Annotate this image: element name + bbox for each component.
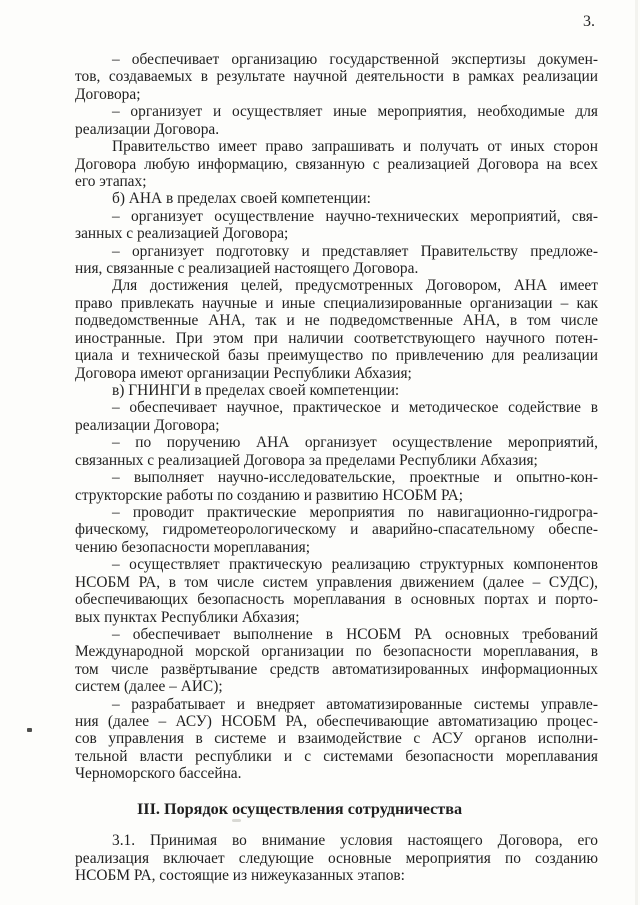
paragraph [75,138,598,190]
text-line: обеспечивающих безопасность мореплавания в основных портах и порто- [75,591,598,609]
paragraph [75,832,598,884]
text-line: систем (далее – АИС); [75,678,223,696]
text-line: в) ГНИНГИ в пределах своей компетенции: [112,382,400,400]
scan-speck [27,728,32,732]
text-line: сов управления в системе и взаимодействие с АСУ органов исполни- [75,730,598,748]
text-line: – по поручению АНА организует осуществление мероприятий, [112,434,598,452]
paragraph [75,399,598,434]
text-line: НСОБМ РА, в том числе систем управления движением (далее – СУДС), [75,573,598,591]
paragraph [75,469,598,504]
paragraph [75,626,598,696]
paragraph [75,434,598,469]
text-line: его этапах; [75,172,147,190]
text-line: Международной морской организации по безопасности мореплавания, в [75,643,598,661]
text-line: Договора; [75,85,141,103]
paragraph [75,103,598,138]
text-line: – проводит практические мероприятия по навигационно-гидрогра- [112,503,598,521]
scan-smudge [232,819,241,822]
text-line: вых пунктах Республики Абхазия; [75,608,300,626]
text-line: том числе развёртывание средств автоматизированных информационных [75,660,598,678]
text-line: – обеспечивает научное, практическое и методическое содействие в [112,399,598,417]
text-line: Правительство имеет право запрашивать и получать от иных сторон [112,138,598,156]
text-line: ния (далее – АСУ) НСОБМ РА, обеспечивающие автоматизацию процес- [75,713,598,731]
paragraph [75,51,598,103]
text-line: реализации Договора. [75,120,220,138]
text-line: фическому, гидрометеорологическому и аварийно-спасательному обеспе- [75,521,598,539]
text-line: реализация включает следующие основные мероприятия по созданию [75,849,598,867]
text-line: – организует и осуществляет иные мероприятия, необходимые для [112,103,598,121]
text-line: тов, создаваемых в результате научной деятельности в рамках реализации [75,68,598,86]
scan-edge-shadow [635,0,638,905]
text-line: – разрабатывает и внедряет автоматизированные системы управле- [112,695,598,713]
text-line: занных с реализацией Договора; [75,225,289,243]
text-line: – выполняет научно-исследовательские, проектные и опытно-кон- [112,469,598,487]
paragraph [75,556,598,626]
text-line: чению безопасности мореплавания; [75,538,311,556]
text-line: Черноморского бассейна. [75,765,242,783]
text-line: – организует подготовку и представляет Правительству предложе- [112,242,598,260]
text-line: – обеспечивает выполнение в НСОБМ РА основных требований [112,625,598,643]
paragraph [75,277,598,382]
paragraph [75,190,598,207]
text-line: б) АНА в пределах своей компетенции: [112,190,371,208]
section-heading: III. Порядок осуществления сотрудничества [137,799,463,818]
text-line: связанных с реализацией Договора за пределами Республики Абхазия; [75,451,538,469]
text-line: ния, связанные с реализацией настоящего Договора. [75,260,419,278]
text-line: 3.1. Принимая во внимание условия настоящего Договора, его [112,832,598,850]
text-line: циала и технической базы преимущество по привлечению для реализации [75,347,598,365]
text-line: – осуществляет практическую реализацию структурных компонентов [112,556,598,574]
text-line: НСОБМ РА, состоящие из нижеуказанных этапов: [75,866,405,884]
paragraph [75,382,598,399]
text-line: подведомственные АНА, так и не подведомственные АНА, в том числе [75,312,598,330]
text-line: право привлекать научные и иные специализированные организации – как [75,294,598,312]
page-number: 3. [583,13,595,30]
paragraph [75,504,598,556]
paragraph [75,243,598,278]
document-body [75,51,598,884]
text-line: структорские работы по созданию и развитию НСОБМ РА; [75,486,464,504]
text-line: – организует осуществление научно-технических мероприятий, свя- [112,207,598,225]
text-line: Договора любую информацию, связанную с реализацией Договора на всех [75,155,598,173]
paragraph [75,208,598,243]
text-line: – обеспечивает организацию государственной экспертизы докумен- [112,51,598,68]
text-line: иностранные. При этом при наличии соответствующего научного потен- [75,329,598,347]
text-line: Для достижения целей, предусмотренных Договором, АНА имеет [112,277,598,295]
paragraph [75,696,598,783]
text-line: Договора имеют организации Республики Абхазия; [75,364,412,382]
text-line: реализации Договора; [75,416,220,434]
text-line: тельной власти республики и с системами безопасности мореплавания [75,747,598,765]
